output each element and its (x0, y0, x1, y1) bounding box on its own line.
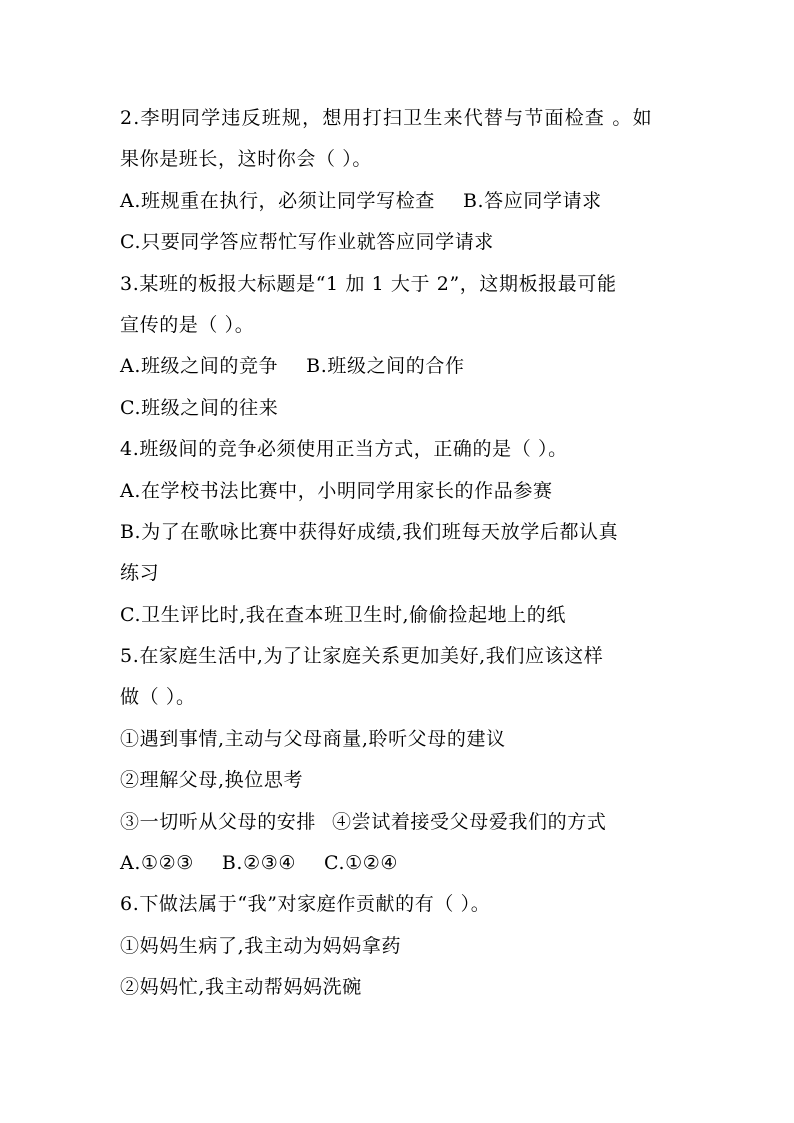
question-2 (120, 98, 680, 264)
option-b: B.②③④ (221, 852, 296, 875)
question-stem-line: 5.在家庭生活中,为了让家庭关系更加美好,我们应该这样 (120, 645, 604, 668)
question-stem-line: 宣传的是（ ）。 (120, 313, 255, 336)
option-line (120, 843, 680, 884)
statement-1: ①妈妈生病了,我主动为妈妈拿药 (120, 934, 402, 957)
option-line (120, 388, 680, 429)
option-c: C.卫生评比时,我在查本班卫生时,偷偷捡起地上的纸 (120, 603, 566, 626)
statement-4: ④尝试着接受父母爱我们的方式 (332, 810, 607, 833)
option-a: A.①②③ (120, 852, 194, 875)
option-line (120, 512, 680, 553)
question-stem-line: 做（ ）。 (120, 686, 196, 709)
question-4 (120, 429, 680, 636)
option-line (120, 346, 680, 387)
question-3 (120, 264, 680, 430)
option-a: A.班级之间的竞争 (120, 355, 279, 378)
statement-2: ②妈妈忙,我主动帮妈妈洗碗 (120, 976, 362, 999)
option-b: B.为了在歌咏比赛中获得好成绩,我们班每天放学后都认真 (120, 520, 619, 543)
option-a: A.在学校书法比赛中，小明同学用家长的作品参赛 (120, 479, 553, 502)
question-stem-line: 4.班级间的竞争必须使用正当方式，正确的是（ ）。 (120, 438, 568, 461)
question-list (120, 98, 680, 1009)
option-c: C.①②④ (323, 852, 398, 875)
statement-line (120, 926, 680, 967)
option-a: A.班规重在执行，必须让同学写检查 (120, 189, 435, 212)
option-c: C.班级之间的往来 (120, 396, 279, 419)
question-6 (120, 884, 680, 1008)
option-line (120, 222, 680, 263)
option-b-continued: 练习 (120, 562, 160, 585)
statement-line (120, 719, 680, 760)
statement-line (120, 967, 680, 1008)
statement-line (120, 802, 680, 843)
option-line (120, 471, 680, 512)
question-5 (120, 636, 680, 884)
statement-2: ②理解父母,换位思考 (120, 769, 304, 792)
question-stem-line: 2.李明同学违反班规，想用打扫卫生来代替与节面检查 。如 (120, 107, 653, 129)
option-b: B.答应同学请求 (462, 189, 602, 212)
question-stem-line: 3.某班的板报大标题是“1 加 1 大于 2”，这期板报最可能 (120, 272, 617, 295)
option-line (120, 595, 680, 636)
question-stem-line: 6.下做法属于“我”对家庭作贡献的有（ ）。 (120, 893, 491, 916)
statement-1: ①遇到事情,主动与父母商量,聆听父母的建议 (120, 727, 506, 750)
option-line (120, 181, 680, 222)
question-stem-line: 果你是班长，这时你会（ ）。 (120, 148, 372, 171)
option-line (120, 553, 680, 594)
statement-line (120, 760, 680, 801)
statement-3: ③一切听从父母的安排 (120, 810, 317, 833)
option-c: C.只要同学答应帮忙写作业就答应同学请求 (120, 231, 494, 254)
option-b: B.班级之间的合作 (306, 355, 465, 378)
